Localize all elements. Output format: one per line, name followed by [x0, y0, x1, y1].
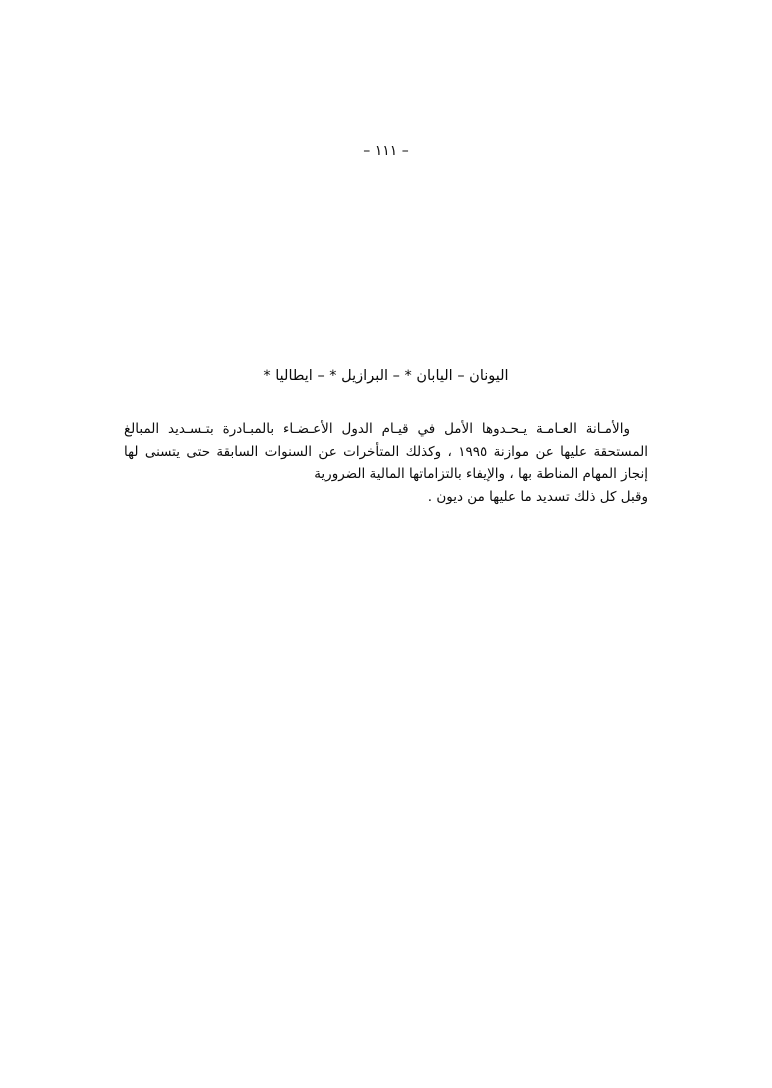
paragraph-last-line: وقبل كل ذلك تسديد ما عليها من ديون . [427, 488, 648, 505]
paragraph-text: والأمـانة العـامـة يـحـدوها الأمل في قيـام الدول الأعـضـاء بالمبـادرة بتـسـديد المبالغ المستحقة عليها عن موازنة ١٩٩٥ ، وكذلك المتأخرات عن السنوات السابقة حتى يتسنى لها إنجاز المهام المناطة بها ، والإيفاء بالتزاماتها المالية الضرورية [124, 421, 649, 482]
body-paragraph [124, 418, 648, 508]
countries-list-line: اليونان – اليابان * – البرازيل * – ايطاليا * [263, 368, 509, 384]
page-number: – ١١١ – [363, 143, 409, 159]
